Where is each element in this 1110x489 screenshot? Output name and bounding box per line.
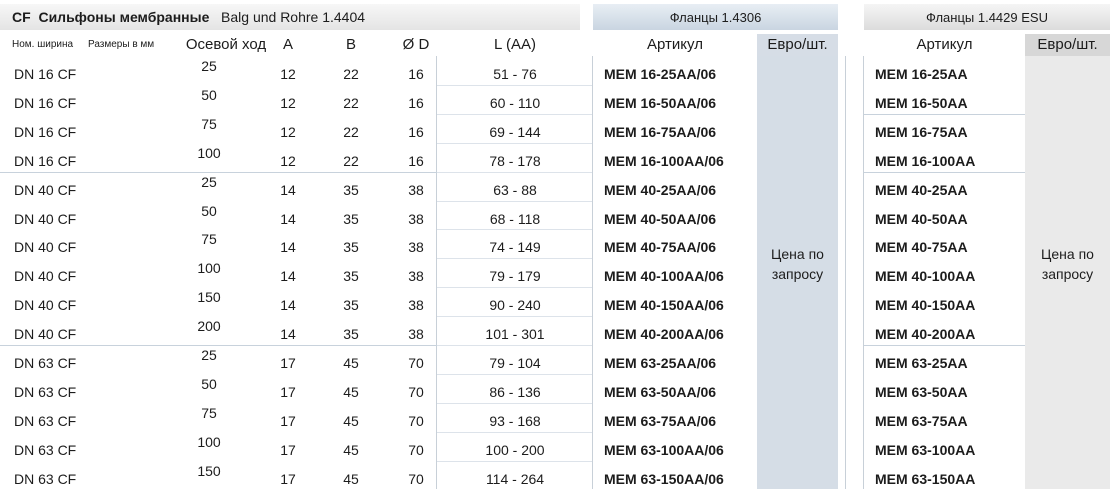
- cell-a: 17: [280, 413, 296, 429]
- header-b: B: [345, 36, 356, 53]
- cell-article-right: MEM 40-50AA: [875, 211, 968, 227]
- cell-article-left: MEM 63-25AA/06: [604, 355, 717, 371]
- cell-b: 35: [343, 239, 359, 255]
- cell-stroke: 150: [197, 289, 221, 305]
- cell-l: 86 - 136: [489, 384, 541, 400]
- cell-article-right: MEM 16-100AA: [875, 153, 976, 169]
- header-a: A: [282, 36, 293, 53]
- cell-article-left: MEM 63-50AA/06: [604, 384, 717, 400]
- cell-dn: DN 63 CF: [14, 413, 77, 429]
- group-divider: [864, 114, 1025, 115]
- cell-article-right: MEM 63-25AA: [875, 355, 968, 371]
- cell-d: 16: [408, 124, 424, 140]
- cell-article-right: MEM 63-100AA: [875, 442, 976, 458]
- price-line2: запросу: [1041, 266, 1094, 282]
- cell-article-left: MEM 40-100AA/06: [604, 268, 724, 284]
- price-line2: запросу: [771, 266, 824, 282]
- separator-article: [592, 56, 593, 489]
- cell-d: 38: [408, 239, 424, 255]
- cell-article-right: MEM 40-200AA: [875, 326, 976, 342]
- cell-b: 45: [343, 442, 359, 458]
- cell-stroke: 50: [201, 203, 217, 219]
- cell-dn: DN 40 CF: [14, 182, 77, 198]
- cell-article-left: MEM 63-75AA/06: [604, 413, 717, 429]
- cell-article-right: MEM 63-75AA: [875, 413, 968, 429]
- row-divider: [437, 432, 592, 433]
- header-d: Ø D: [402, 36, 430, 53]
- cell-article-left: MEM 40-75AA/06: [604, 239, 717, 255]
- cell-stroke: 50: [201, 87, 217, 103]
- cell-b: 35: [343, 182, 359, 198]
- cell-article-left: MEM 16-50AA/06: [604, 95, 717, 111]
- cell-a: 12: [280, 66, 296, 82]
- cell-d: 38: [408, 211, 424, 227]
- cell-article-left: MEM 40-25AA/06: [604, 182, 717, 198]
- row-divider: [437, 345, 592, 346]
- cell-stroke: 100: [197, 260, 221, 276]
- cell-d: 38: [408, 268, 424, 284]
- cell-a: 12: [280, 95, 296, 111]
- cell-stroke: 50: [201, 376, 217, 392]
- page-title: [12, 9, 365, 25]
- cell-b: 45: [343, 355, 359, 371]
- cell-l: 68 - 118: [489, 211, 541, 227]
- row-divider: [437, 143, 592, 144]
- cell-article-right: MEM 63-150AA: [875, 471, 976, 487]
- cell-a: 17: [280, 471, 296, 487]
- cell-stroke: 200: [197, 318, 221, 334]
- cell-l: 78 - 178: [489, 153, 541, 169]
- cell-dn: DN 16 CF: [14, 153, 77, 169]
- cell-b: 22: [343, 95, 359, 111]
- header-price-left: Евро/шт.: [757, 34, 838, 56]
- cell-dn: DN 16 CF: [14, 95, 77, 111]
- cell-b: 45: [343, 384, 359, 400]
- cell-dn: DN 63 CF: [14, 384, 77, 400]
- cell-dn: DN 40 CF: [14, 211, 77, 227]
- price-on-request-right: [1025, 244, 1110, 284]
- cell-b: 45: [343, 471, 359, 487]
- cell-stroke: 75: [201, 231, 217, 247]
- flange-header-right: Фланцы 1.4429 ESU: [864, 4, 1110, 30]
- cell-article-left: MEM 63-150AA/06: [604, 471, 724, 487]
- cell-a: 14: [280, 268, 296, 284]
- cell-dn: DN 63 CF: [14, 471, 77, 487]
- separator-l: [436, 56, 437, 489]
- cell-d: 16: [408, 66, 424, 82]
- cell-dn: DN 40 CF: [14, 326, 77, 342]
- title-name-de: Balg und Rohre 1.4404: [221, 9, 366, 25]
- cell-stroke: 75: [201, 405, 217, 421]
- cell-l: 79 - 179: [489, 268, 541, 284]
- cell-article-left: MEM 40-150AA/06: [604, 297, 724, 313]
- row-divider: [437, 461, 592, 462]
- cell-dn: DN 16 CF: [14, 124, 77, 140]
- cell-b: 35: [343, 326, 359, 342]
- cell-l: 74 - 149: [489, 239, 541, 255]
- price-line1: Цена по: [1041, 246, 1094, 262]
- cell-d: 70: [408, 413, 424, 429]
- cell-l: 69 - 144: [489, 124, 541, 140]
- cell-l: 90 - 240: [489, 297, 541, 313]
- group-divider: [864, 172, 1025, 173]
- row-divider: [437, 114, 592, 115]
- cell-l: 101 - 301: [485, 326, 545, 342]
- cell-article-left: MEM 40-200AA/06: [604, 326, 724, 342]
- cell-l: 93 - 168: [489, 413, 541, 429]
- cell-d: 70: [408, 355, 424, 371]
- cell-dn: DN 40 CF: [14, 268, 77, 284]
- cell-article-right: MEM 40-100AA: [875, 268, 976, 284]
- cell-b: 22: [343, 153, 359, 169]
- cell-a: 14: [280, 239, 296, 255]
- cell-stroke: 25: [201, 58, 217, 74]
- cell-article-right: MEM 63-50AA: [875, 384, 968, 400]
- cell-d: 70: [408, 471, 424, 487]
- row-divider: [437, 201, 592, 202]
- row-divider: [437, 229, 592, 230]
- price-line1: Цена по: [771, 246, 824, 262]
- header-article-left: Артикул: [647, 36, 703, 53]
- header-l: L (AA): [494, 36, 536, 53]
- title-name-ru: Сильфоны мембранные: [38, 9, 210, 25]
- cell-b: 45: [343, 413, 359, 429]
- header-stroke: Осевой ход: [185, 36, 267, 53]
- group-divider: [864, 345, 1025, 346]
- cell-article-right: MEM 40-150AA: [875, 297, 976, 313]
- row-divider: [437, 85, 592, 86]
- cell-b: 22: [343, 124, 359, 140]
- cell-d: 16: [408, 153, 424, 169]
- cell-article-left: MEM 63-100AA/06: [604, 442, 724, 458]
- title-prefix: CF: [12, 9, 31, 25]
- row-divider: [437, 374, 592, 375]
- cell-article-left: MEM 16-25AA/06: [604, 66, 717, 82]
- row-divider: [437, 287, 592, 288]
- cell-b: 35: [343, 211, 359, 227]
- cell-dn: DN 63 CF: [14, 442, 77, 458]
- cell-article-left: MEM 40-50AA/06: [604, 211, 717, 227]
- cell-dn: DN 63 CF: [14, 355, 77, 371]
- cell-a: 12: [280, 153, 296, 169]
- cell-a: 14: [280, 182, 296, 198]
- cell-b: 35: [343, 268, 359, 284]
- cell-l: 79 - 104: [489, 355, 541, 371]
- row-divider: [437, 258, 592, 259]
- cell-stroke: 75: [201, 116, 217, 132]
- cell-stroke: 100: [197, 145, 221, 161]
- cell-article-right: MEM 40-75AA: [875, 239, 968, 255]
- cell-d: 70: [408, 442, 424, 458]
- row-divider: [437, 403, 592, 404]
- separator-right-table: [845, 56, 846, 489]
- cell-l: 114 - 264: [485, 471, 545, 487]
- cell-l: 51 - 76: [493, 66, 537, 82]
- cell-dn: DN 40 CF: [14, 239, 77, 255]
- cell-a: 14: [280, 297, 296, 313]
- cell-d: 38: [408, 182, 424, 198]
- cell-article-right: MEM 16-25AA: [875, 66, 968, 82]
- cell-article-left: MEM 16-100AA/06: [604, 153, 724, 169]
- cell-l: 100 - 200: [485, 442, 545, 458]
- cell-a: 17: [280, 355, 296, 371]
- price-on-request-left: [757, 244, 838, 284]
- header-nom-width: Ном. ширина: [12, 39, 74, 50]
- cell-a: 17: [280, 384, 296, 400]
- cell-stroke: 25: [201, 174, 217, 190]
- row-divider: [437, 316, 592, 317]
- cell-d: 38: [408, 297, 424, 313]
- cell-article-right: MEM 16-50AA: [875, 95, 968, 111]
- separator-right-table-inner: [863, 56, 864, 489]
- cell-a: 14: [280, 211, 296, 227]
- flange-header-left: Фланцы 1.4306: [593, 4, 838, 30]
- cell-stroke: 150: [197, 463, 221, 479]
- cell-dn: DN 16 CF: [14, 66, 77, 82]
- cell-stroke: 25: [201, 347, 217, 363]
- cell-d: 16: [408, 95, 424, 111]
- header-article-right: Артикул: [916, 36, 973, 53]
- cell-dn: DN 40 CF: [14, 297, 77, 313]
- cell-a: 17: [280, 442, 296, 458]
- cell-b: 22: [343, 66, 359, 82]
- header-price-right: Евро/шт.: [1025, 34, 1110, 56]
- cell-a: 14: [280, 326, 296, 342]
- cell-article-right: MEM 16-75AA: [875, 124, 968, 140]
- header-dims: Размеры в мм: [88, 39, 155, 50]
- cell-d: 70: [408, 384, 424, 400]
- cell-article-left: MEM 16-75AA/06: [604, 124, 717, 140]
- cell-a: 12: [280, 124, 296, 140]
- cell-l: 60 - 110: [489, 95, 541, 111]
- cell-l: 63 - 88: [493, 182, 537, 198]
- row-divider: [437, 172, 592, 173]
- cell-article-right: MEM 40-25AA: [875, 182, 968, 198]
- cell-b: 35: [343, 297, 359, 313]
- cell-d: 38: [408, 326, 424, 342]
- cell-stroke: 100: [197, 434, 221, 450]
